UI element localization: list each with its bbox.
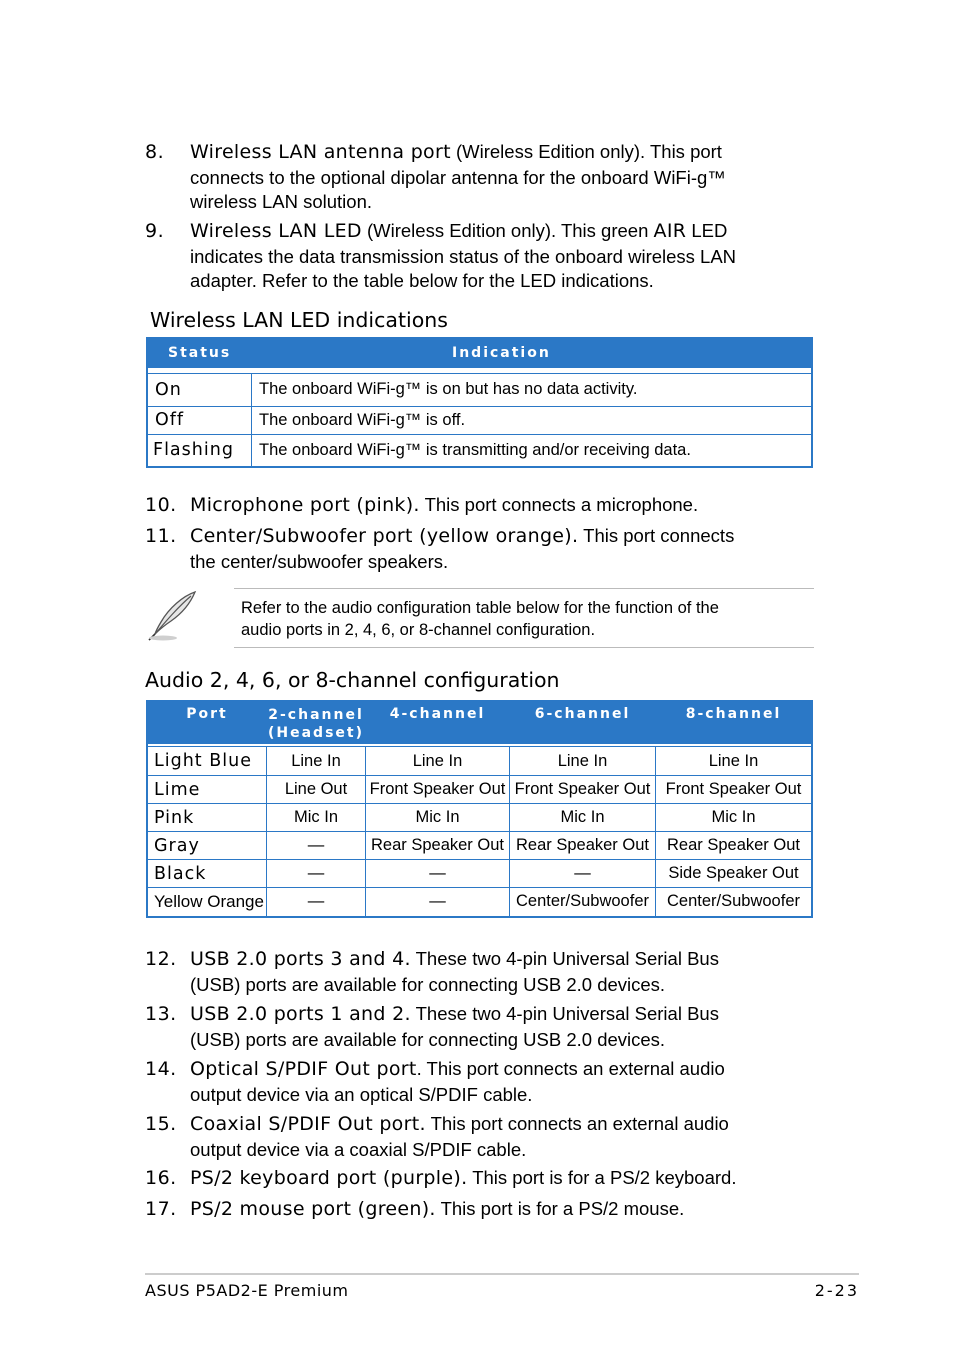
value-cell: Line In [366, 747, 510, 776]
item-desc: This port is for a PS/2 mouse. [435, 1198, 685, 1219]
item-desc: These two 4-pin Universal Serial Bus [410, 1003, 719, 1024]
list-item-14 [145, 1057, 815, 1107]
item-heading: PS/2 keyboard port (purple). [190, 1167, 468, 1189]
item-desc: . This green [551, 220, 654, 241]
value-cell: — [510, 860, 656, 888]
header-2-channel-label: 2-channel [268, 707, 364, 723]
value-cell: Mic In [510, 804, 656, 832]
list-item-16 [145, 1166, 815, 1192]
item-cont: output device via a coaxial S/PDIF cable. [190, 1138, 527, 1160]
port-cell: Yellow Orange [147, 888, 267, 917]
item-heading: Wireless LAN antenna port [190, 141, 451, 163]
item-heading: Microphone port (pink). [190, 494, 420, 516]
value-cell: Mic In [366, 804, 510, 832]
value-cell: Line In [510, 747, 656, 776]
value-cell: Rear Speaker Out [510, 832, 656, 860]
indication-cell: The onboard WiFi-g™ is transmitting and/or receiving data. [252, 434, 813, 467]
item-heading: Coaxial S/PDIF Out port. [190, 1113, 426, 1135]
item-number: 10. [145, 494, 177, 516]
item-cont: output device via an optical S/PDIF cable. [190, 1083, 533, 1105]
value-cell: Mic In [656, 804, 813, 832]
item-number: 8. [145, 141, 165, 163]
status-cell: Off [147, 406, 252, 434]
list-item-15 [145, 1112, 815, 1162]
audio-table-header [147, 701, 812, 744]
item-number: 14. [145, 1058, 177, 1080]
value-cell: Front Speaker Out [510, 776, 656, 804]
item-desc: This port connects a microphone. [419, 494, 699, 515]
led-indications-table [146, 337, 813, 468]
item-cont: wireless LAN solution. [190, 191, 372, 212]
item-desc: . This port [640, 141, 722, 162]
item-desc: These two 4-pin Universal Serial Bus [410, 948, 719, 969]
header-headset-label: (Headset) [268, 725, 364, 741]
air-label: AIR [653, 220, 687, 242]
audio-config-table [146, 700, 813, 918]
port-cell: Gray [147, 832, 267, 860]
item-number: 15. [145, 1113, 177, 1135]
item-cont: adapter. Refer to the table below for the LED indications. [190, 270, 654, 291]
item-cont: (USB) ports are available for connecting USB 2.0 devices. [190, 973, 666, 995]
value-cell: Mic In [267, 804, 366, 832]
item-desc: . This port connects an external audio [416, 1058, 725, 1079]
item-heading: Optical S/PDIF Out port [190, 1058, 417, 1080]
item-heading: Wireless LAN LED [190, 220, 362, 242]
led-table-title: Wireless LAN LED indications [150, 308, 448, 332]
header-status: Status [147, 338, 252, 367]
item-number: 17. [145, 1198, 177, 1220]
port-cell: Light Blue [147, 747, 267, 776]
item-paren: (Wireless Edition only) [361, 220, 552, 241]
note-line-2: audio ports in 2, 4, 6, or 8-channel configuration. [241, 621, 596, 639]
list-item-11 [145, 524, 815, 574]
item-number: 11. [145, 525, 177, 547]
table-row [147, 804, 812, 832]
table-row [147, 434, 812, 467]
value-cell: Rear Speaker Out [366, 832, 510, 860]
value-cell: — [267, 860, 366, 888]
value-cell: Front Speaker Out [366, 776, 510, 804]
table-row [147, 888, 812, 917]
header-indication: Indication [252, 338, 813, 367]
value-cell: — [366, 860, 510, 888]
item-desc-2: LED [686, 220, 728, 241]
item-heading: USB 2.0 ports 1 and 2. [190, 1003, 411, 1025]
note-line-1: Refer to the audio configuration table below for the function of the [241, 599, 719, 617]
table-row [147, 832, 812, 860]
list-item-12 [145, 947, 815, 997]
list-item-9 [145, 219, 815, 294]
list-item-13 [145, 1002, 815, 1052]
header-6-channel: 6-channel [510, 701, 656, 744]
value-cell: Line In [656, 747, 813, 776]
value-cell: — [267, 888, 366, 917]
item-heading: USB 2.0 ports 3 and 4. [190, 948, 411, 970]
value-cell: Front Speaker Out [656, 776, 813, 804]
item-heading: PS/2 mouse port (green). [190, 1198, 436, 1220]
item-paren: (Wireless Edition only) [450, 141, 641, 162]
list-item-17 [145, 1197, 815, 1223]
value-cell: Center/Subwoofer [510, 888, 656, 917]
value-cell: Center/Subwoofer [656, 888, 813, 917]
footer-manual-title: ASUS P5AD2-E Premium [145, 1281, 349, 1300]
header-2-channel [267, 701, 366, 744]
table-row [147, 373, 812, 406]
item-desc: This port connects [578, 525, 735, 546]
table-row [147, 860, 812, 888]
item-desc: This port connects an external audio [425, 1113, 729, 1134]
item-heading: Center/Subwoofer port (yellow orange). [190, 525, 579, 547]
item-number: 9. [145, 220, 165, 242]
list-item-10 [145, 493, 815, 519]
table-row [147, 776, 812, 804]
footer-divider [145, 1273, 859, 1275]
item-cont: connects to the optional dipolar antenna for the onboard WiFi-g™ [190, 166, 726, 188]
note-box [234, 588, 814, 648]
value-cell: — [366, 888, 510, 917]
feather-pen-icon [145, 588, 199, 642]
status-cell: On [147, 373, 252, 406]
value-cell: Line In [267, 747, 366, 776]
value-cell: Side Speaker Out [656, 860, 813, 888]
value-cell: Rear Speaker Out [656, 832, 813, 860]
audio-table-title: Audio 2, 4, 6, or 8-channel configuration [145, 668, 560, 692]
header-8-channel: 8-channel [656, 701, 813, 744]
table-row [147, 406, 812, 434]
item-cont: the center/subwoofer speakers. [190, 550, 449, 572]
value-cell: Line Out [267, 776, 366, 804]
item-cont: (USB) ports are available for connecting USB 2.0 devices. [190, 1028, 666, 1050]
led-table-header [147, 338, 812, 367]
table-row [147, 747, 812, 776]
port-cell: Lime [147, 776, 267, 804]
indication-cell: The onboard WiFi-g™ is off. [252, 406, 813, 434]
header-port: Port [147, 701, 267, 744]
status-cell: Flashing [147, 434, 252, 467]
footer-page-number: 2-23 [814, 1281, 859, 1300]
value-cell: — [267, 832, 366, 860]
port-cell: Black [147, 860, 267, 888]
item-number: 16. [145, 1167, 177, 1189]
indication-cell: The onboard WiFi-g™ is on but has no data activity. [252, 373, 813, 406]
item-number: 12. [145, 948, 177, 970]
list-item-8 [145, 140, 815, 215]
item-number: 13. [145, 1003, 177, 1025]
item-desc: This port is for a PS/2 keyboard. [467, 1167, 737, 1188]
port-cell: Pink [147, 804, 267, 832]
item-cont: indicates the data transmission status of the onboard wireless LAN [190, 245, 737, 267]
header-4-channel: 4-channel [366, 701, 510, 744]
